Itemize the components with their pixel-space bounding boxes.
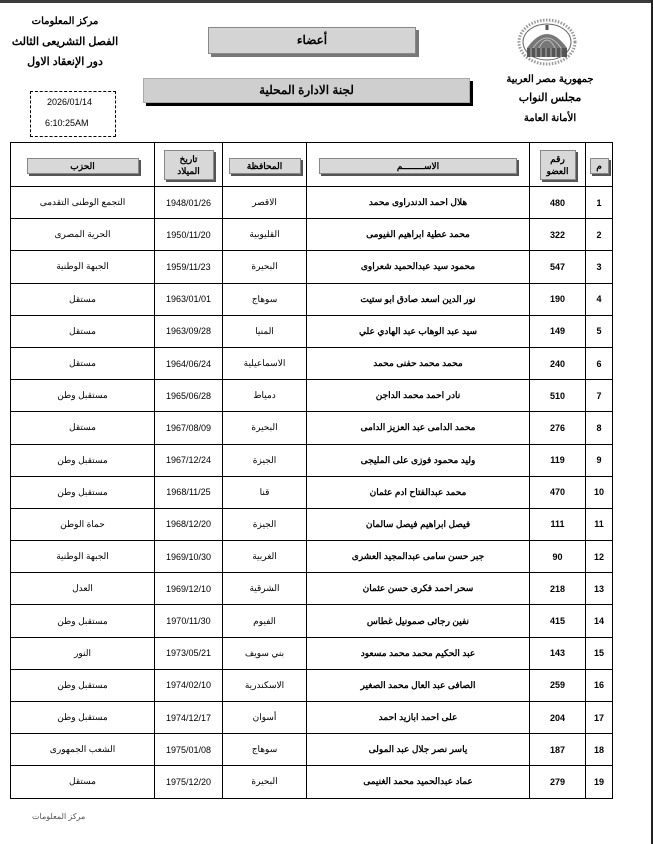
- table-row: [11, 187, 613, 219]
- governorate: البحيرة: [223, 766, 307, 798]
- member-name: هلال احمد الدندراوى محمد: [307, 187, 530, 219]
- row-number: 2: [586, 219, 613, 251]
- party: مستقل: [11, 283, 155, 315]
- table-row: [11, 219, 613, 251]
- member-name: عماد عبدالحميد محمد الغنيمى: [307, 766, 530, 798]
- governorate: الفيوم: [223, 605, 307, 637]
- party: مستقبل وطن: [11, 444, 155, 476]
- party: مستقل: [11, 412, 155, 444]
- member-id: 259: [530, 669, 586, 701]
- table-row: [11, 669, 613, 701]
- birth-date: 1974/02/10: [155, 669, 223, 701]
- table-row: [11, 380, 613, 412]
- governorate: الغربية: [223, 541, 307, 573]
- member-id: 547: [530, 251, 586, 283]
- row-number: 6: [586, 347, 613, 379]
- party: التجمع الوطنى التقدمى: [11, 187, 155, 219]
- member-name: محمد الدامى عبد العزيز الدامى: [307, 412, 530, 444]
- row-number: 14: [586, 605, 613, 637]
- member-name: محمد عطية ابراهيم الفيومى: [307, 219, 530, 251]
- birth-date: 1963/09/28: [155, 315, 223, 347]
- governorate: الشرقية: [223, 573, 307, 605]
- birth-date: 1964/06/24: [155, 347, 223, 379]
- member-id: 279: [530, 766, 586, 798]
- table-row: [11, 702, 613, 734]
- birth-date: 1975/12/20: [155, 766, 223, 798]
- table-row: [11, 444, 613, 476]
- governorate: بني سويف: [223, 637, 307, 669]
- member-id: 510: [530, 380, 586, 412]
- governorate: المنيا: [223, 315, 307, 347]
- member-name: نفين رجائى صمونيل غطاس: [307, 605, 530, 637]
- governorate: الاسماعيلية: [223, 347, 307, 379]
- row-number: 15: [586, 637, 613, 669]
- table-row: [11, 476, 613, 508]
- header-num-label: م: [590, 158, 609, 174]
- member-name: ياسر نصر جلال عبد المولى: [307, 734, 530, 766]
- member-name: محمد محمد حفنى محمد: [307, 347, 530, 379]
- birth-date: 1948/01/26: [155, 187, 223, 219]
- member-name: جبر حسن سامى عبدالمجيد العشرى: [307, 541, 530, 573]
- governorate: الجيزة: [223, 444, 307, 476]
- member-id: 240: [530, 347, 586, 379]
- header-party-label: الحزب: [27, 158, 139, 174]
- row-number: 3: [586, 251, 613, 283]
- secretariat-label: الأمانة العامة: [523, 113, 577, 124]
- table-row: [11, 573, 613, 605]
- party: مستقل: [11, 766, 155, 798]
- member-id: 204: [530, 702, 586, 734]
- row-number: 13: [586, 573, 613, 605]
- governorate: سوهاج: [223, 283, 307, 315]
- header-governorate-label: المحافظة: [229, 158, 301, 174]
- party: مستقبل وطن: [11, 380, 155, 412]
- party: الجبهة الوطنية: [11, 251, 155, 283]
- header-name: [307, 143, 530, 187]
- legislative-session-label: الفصل التشريعى الثالث: [11, 36, 119, 48]
- party: الشعب الجمهورى: [11, 734, 155, 766]
- member-id: 111: [530, 508, 586, 540]
- right-header: [480, 74, 620, 124]
- row-number: 8: [586, 412, 613, 444]
- row-number: 11: [586, 508, 613, 540]
- row-number: 1: [586, 187, 613, 219]
- row-number: 5: [586, 315, 613, 347]
- row-number: 18: [586, 734, 613, 766]
- birth-date: 1969/12/10: [155, 573, 223, 605]
- governorate: سوهاج: [223, 734, 307, 766]
- members-title: أعضاء: [208, 27, 416, 54]
- header-name-label: الاســــــــم: [319, 158, 517, 174]
- header-num: [586, 143, 613, 187]
- member-name: محمد عبدالفتاح ادم عثمان: [307, 476, 530, 508]
- party: النور: [11, 637, 155, 669]
- table-row: [11, 637, 613, 669]
- table-header-row: [11, 143, 613, 187]
- member-name: نور الدين اسعد صادق ابو ستيت: [307, 283, 530, 315]
- table-row: [11, 315, 613, 347]
- member-id: 119: [530, 444, 586, 476]
- birth-date: 1975/01/08: [155, 734, 223, 766]
- birth-date: 1968/12/20: [155, 508, 223, 540]
- governorate: البحيرة: [223, 412, 307, 444]
- table-row: [11, 508, 613, 540]
- table-row: [11, 347, 613, 379]
- house-label: مجلس النواب: [518, 92, 582, 104]
- birth-date: 1965/06/28: [155, 380, 223, 412]
- party: مستقبل وطن: [11, 476, 155, 508]
- member-id: 470: [530, 476, 586, 508]
- member-id: 190: [530, 283, 586, 315]
- table-row: [11, 605, 613, 637]
- row-number: 12: [586, 541, 613, 573]
- header-birth-date-line2: الميلاد: [177, 165, 200, 176]
- birth-date: 1950/11/20: [155, 219, 223, 251]
- member-name: الصافى عبد العال محمد الصغير: [307, 669, 530, 701]
- session-round-label: دور الإنعقاد الاول: [27, 56, 103, 68]
- member-name: محمود سيد عبدالحميد شعراوى: [307, 251, 530, 283]
- member-id: 322: [530, 219, 586, 251]
- member-name: وليد محمود فوزى على المليجى: [307, 444, 530, 476]
- row-number: 7: [586, 380, 613, 412]
- birth-date: 1969/10/30: [155, 541, 223, 573]
- member-id: 187: [530, 734, 586, 766]
- member-id: 415: [530, 605, 586, 637]
- header-member-id: [530, 143, 586, 187]
- row-number: 16: [586, 669, 613, 701]
- party: مستقبل وطن: [11, 702, 155, 734]
- table-row: [11, 283, 613, 315]
- party: مستقل: [11, 315, 155, 347]
- print-stamp-box: [30, 91, 116, 137]
- table-row: [11, 251, 613, 283]
- birth-date: 1968/11/25: [155, 476, 223, 508]
- governorate: دمياط: [223, 380, 307, 412]
- member-name: سيد عبد الوهاب عبد الهادي علي: [307, 315, 530, 347]
- birth-date: 1974/12/17: [155, 702, 223, 734]
- birth-date: 1967/12/24: [155, 444, 223, 476]
- birth-date: 1973/05/21: [155, 637, 223, 669]
- governorate: قنا: [223, 476, 307, 508]
- header-member-id-line2: العضو: [546, 165, 569, 176]
- member-id: 90: [530, 541, 586, 573]
- birth-date: 1959/11/23: [155, 251, 223, 283]
- member-id: 218: [530, 573, 586, 605]
- party: مستقبل وطن: [11, 669, 155, 701]
- info-center-label: مركز المعلومات: [31, 16, 99, 27]
- member-id: 480: [530, 187, 586, 219]
- birth-date: 1967/08/09: [155, 412, 223, 444]
- print-time: 6:10:25AM: [45, 118, 89, 128]
- top-border: [0, 0, 653, 3]
- header-party: [11, 143, 155, 187]
- header-birth-date-label: [164, 150, 214, 180]
- party: الجبهة الوطنية: [11, 541, 155, 573]
- birth-date: 1970/11/30: [155, 605, 223, 637]
- governorate: الاقصر: [223, 187, 307, 219]
- party: حماة الوطن: [11, 508, 155, 540]
- table-row: [11, 412, 613, 444]
- row-number: 17: [586, 702, 613, 734]
- header-birth-date: [155, 143, 223, 187]
- member-name: فيصل ابراهيم فيصل سالمان: [307, 508, 530, 540]
- members-table: [10, 142, 613, 799]
- member-name: سحر احمد فكرى حسن عثمان: [307, 573, 530, 605]
- birth-date: 1963/01/01: [155, 283, 223, 315]
- committee-title: لجنة الادارة المحلية: [143, 78, 470, 103]
- header-member-id-line1: رقم: [550, 153, 565, 164]
- member-id: 276: [530, 412, 586, 444]
- header-birth-date-line1: تاريخ: [179, 153, 198, 164]
- row-number: 9: [586, 444, 613, 476]
- header-member-id-label: [540, 150, 576, 180]
- party: مستقبل وطن: [11, 605, 155, 637]
- member-name: عبد الحكيم محمد محمد مسعود: [307, 637, 530, 669]
- member-id: 149: [530, 315, 586, 347]
- party: مستقل: [11, 347, 155, 379]
- governorate: القليوبية: [223, 219, 307, 251]
- header-governorate: [223, 143, 307, 187]
- row-number: 4: [586, 283, 613, 315]
- member-name: نادر احمد محمد الداجن: [307, 380, 530, 412]
- parliament-dome-seal-icon: [517, 18, 577, 66]
- governorate: الاسكندرية: [223, 669, 307, 701]
- governorate: الجيزة: [223, 508, 307, 540]
- member-id: 143: [530, 637, 586, 669]
- row-number: 19: [586, 766, 613, 798]
- country-label: جمهورية مصر العربية: [506, 74, 594, 85]
- party: الحرية المصرى: [11, 219, 155, 251]
- print-date: 2026/01/14: [47, 97, 93, 107]
- row-number: 10: [586, 476, 613, 508]
- table-row: [11, 541, 613, 573]
- table-row: [11, 766, 613, 798]
- party: العدل: [11, 573, 155, 605]
- footer-info-center: مركز المعلومات: [32, 812, 86, 821]
- table-row: [11, 734, 613, 766]
- left-header: [10, 14, 120, 68]
- governorate: البحيرة: [223, 251, 307, 283]
- governorate: أسوان: [223, 702, 307, 734]
- member-name: على احمد ابازيد احمد: [307, 702, 530, 734]
